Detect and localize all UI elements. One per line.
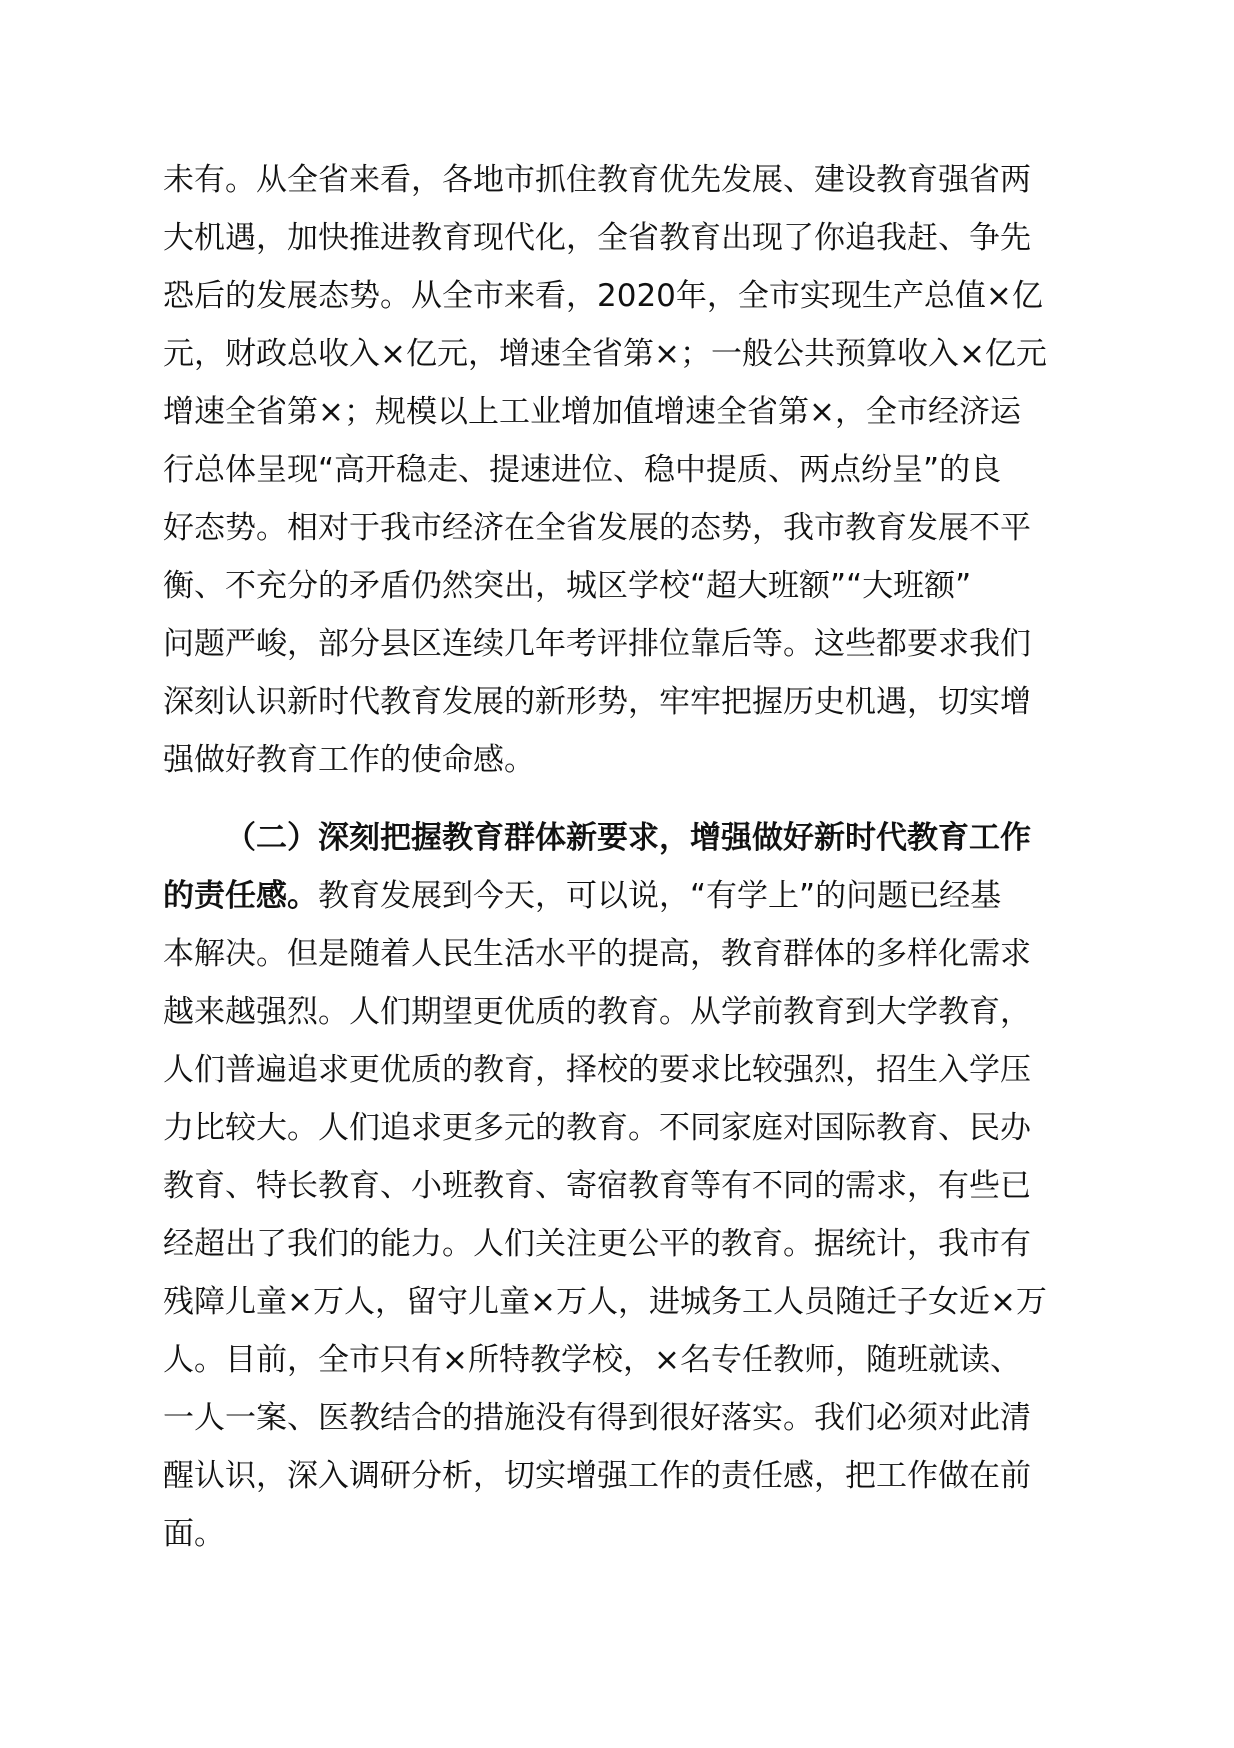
text-line: 深刻认识新时代教育发展的新形势，牢牢把握历史机遇，切实增 [163, 684, 1031, 720]
text-line: 问题严峻，部分县区连续几年考评排位靠后等。这些都要求我们 [163, 626, 1031, 662]
text-line: 恐后的发展态势。从全市来看，2020年，全市实现生产总值×亿 [163, 278, 1043, 314]
text-line: 残障儿童×万人，留守儿童×万人，进城务工人员随迁子女近×万 [163, 1284, 1047, 1320]
section-heading-end: 的责任感。 [163, 878, 318, 914]
text-line: 元，财政总收入×亿元，增速全省第×；一般公共预算收入×亿元 [163, 336, 1047, 372]
text-line: 强做好教育工作的使命感。 [163, 742, 535, 778]
text-line: 增速全省第×；规模以上工业增加值增速全省第×，全市经济运 [163, 394, 1021, 430]
text-line: 大机遇，加快推进教育现代化，全省教育出现了你追我赶、争先 [163, 220, 1031, 256]
text-line: 面。 [163, 1516, 225, 1552]
text-line: 越来越强烈。人们期望更优质的教育。从学前教育到大学教育， [163, 994, 1031, 1030]
text-line: 人。目前，全市只有×所特教学校，×名专任教师，随班就读、 [163, 1342, 1021, 1378]
text-line: 醒认识，深入调研分析，切实增强工作的责任感，把工作做在前 [163, 1458, 1031, 1494]
text-line: 行总体呈现“高开稳走、提速进位、稳中提质、两点纷呈”的良 [163, 452, 1002, 488]
text-line [163, 866, 1001, 926]
text-line: 未有。从全省来看，各地市抓住教育优先发展、建设教育强省两 [163, 162, 1031, 198]
text-line: 教育、特长教育、小班教育、寄宿教育等有不同的需求，有些已 [163, 1168, 1031, 1204]
text-line: 力比较大。人们追求更多元的教育。不同家庭对国际教育、民办 [163, 1110, 1031, 1146]
section-heading: （二）深刻把握教育群体新要求，增强做好新时代教育工作 [225, 820, 1031, 856]
text-line: 衡、不充分的矛盾仍然突出，城区学校“超大班额”“大班额” [163, 568, 972, 604]
text-line: 好态势。相对于我市经济在全省发展的态势，我市教育发展不平 [163, 510, 1031, 546]
text-line: 经超出了我们的能力。人们关注更公平的教育。据统计，我市有 [163, 1226, 1031, 1262]
text-line: 人们普遍追求更优质的教育，择校的要求比较强烈，招生入学压 [163, 1052, 1031, 1088]
text-line-rest: 教育发展到今天，可以说，“有学上”的问题已经基 [318, 878, 1002, 914]
text-line: 本解决。但是随着人民生活水平的提高，教育群体的多样化需求 [163, 936, 1031, 972]
text-line: 一人一案、医教结合的措施没有得到很好落实。我们必须对此清 [163, 1400, 1031, 1436]
